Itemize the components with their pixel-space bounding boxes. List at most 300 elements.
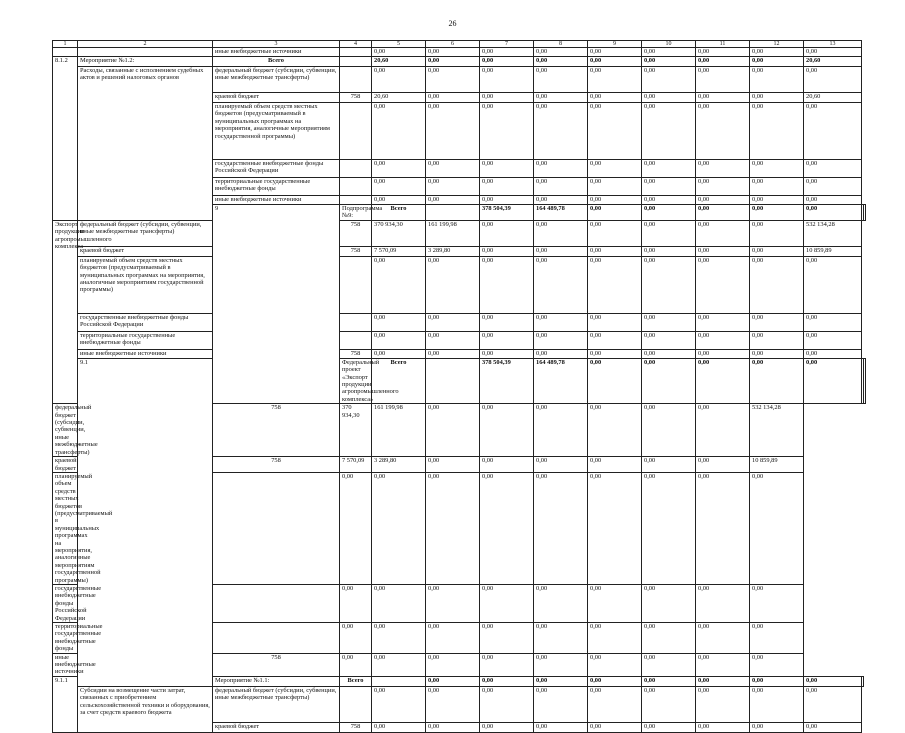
amount-cell: 370 934,30 <box>340 404 372 457</box>
amount-cell: 0,00 <box>534 93 588 103</box>
column-header-12: 12 <box>750 41 804 48</box>
amount-cell: 0,00 <box>426 472 480 584</box>
amount-cell: 0,00 <box>696 349 750 358</box>
amount-cell: 0,00 <box>696 48 750 57</box>
amount-cell: 20,60 <box>372 93 426 103</box>
funding-source: федеральный бюджет (субсидии, субвенции, иные межбюджетные трансферты) <box>53 404 78 457</box>
amount-cell: 0,00 <box>480 653 534 676</box>
page-number: 26 <box>448 19 457 28</box>
amount-cell: 0,00 <box>534 457 588 473</box>
amount-cell: 0,00 <box>588 676 642 686</box>
amount-cell: 0,00 <box>750 205 804 221</box>
amount-cell: 378 504,39 <box>480 358 534 403</box>
amount-cell: 0,00 <box>588 722 642 732</box>
funding-source: федеральный бюджет (субсидии, субвенции, иные межбюджетные трансферты) <box>78 220 213 246</box>
funding-source: краевой бюджет <box>213 93 340 103</box>
amount-cell: 0,00 <box>534 67 588 93</box>
funding-source: государственные внебюджетные фонды Российской Федерации <box>53 585 78 623</box>
amount-cell: 0,00 <box>588 686 642 722</box>
amount-cell: 0,00 <box>426 256 480 313</box>
amount-cell: 0,00 <box>372 623 426 654</box>
table-row <box>53 349 866 358</box>
amount-cell: 0,00 <box>426 48 480 57</box>
column-header-9: 9 <box>588 41 642 48</box>
admin-code <box>340 313 372 331</box>
amount-cell: 0,00 <box>588 196 642 205</box>
amount-cell: 0,00 <box>588 331 642 349</box>
section-total-row <box>53 358 866 403</box>
amount-cell: 0,00 <box>426 160 480 178</box>
admin-code <box>340 160 372 178</box>
column-header-6: 6 <box>426 41 480 48</box>
amount-cell: 0,00 <box>750 722 804 732</box>
column-header-11: 11 <box>696 41 750 48</box>
amount-cell: 3 289,80 <box>426 246 480 256</box>
amount-cell: 7 570,09 <box>372 246 426 256</box>
amount-cell: 0,00 <box>804 358 862 403</box>
item-code: 9 <box>213 205 340 404</box>
amount-cell: 0,00 <box>426 722 480 732</box>
amount-cell: 0,00 <box>426 331 480 349</box>
column-header-3: 3 <box>213 41 340 48</box>
amount-cell: 0,00 <box>696 220 750 246</box>
item-code: 9.1.1 <box>53 676 78 732</box>
amount-cell: 0,00 <box>534 103 588 160</box>
amount-cell: 0,00 <box>534 256 588 313</box>
funding-source: территориальные государственные внебюджетные фонды <box>78 331 213 349</box>
amount-cell: 0,00 <box>642 686 696 722</box>
amount-cell: 0,00 <box>750 48 804 57</box>
amount-cell: 0,00 <box>642 246 696 256</box>
amount-cell: 0,00 <box>750 220 804 246</box>
admin-code <box>372 676 426 686</box>
admin-code <box>340 256 372 313</box>
amount-cell: 0,00 <box>642 313 696 331</box>
amount-cell: 0,00 <box>588 178 642 196</box>
amount-cell: 0,00 <box>588 220 642 246</box>
amount-cell: 0,00 <box>696 331 750 349</box>
admin-code <box>426 205 480 221</box>
amount-cell: 0,00 <box>534 585 588 623</box>
amount-cell: 0,00 <box>696 196 750 205</box>
admin-code <box>340 48 372 57</box>
column-header-7: 7 <box>480 41 534 48</box>
admin-code <box>426 358 480 403</box>
amount-cell: 0,00 <box>372 331 426 349</box>
amount-cell: 0,00 <box>340 585 372 623</box>
amount-cell: 0,00 <box>588 246 642 256</box>
admin-code: 758 <box>213 457 340 473</box>
amount-cell: 0,00 <box>372 178 426 196</box>
amount-cell: 0,00 <box>480 178 534 196</box>
amount-cell: 0,00 <box>642 358 696 403</box>
item-description: Субсидии на возмещение части затрат, связанных с приобретением сельскохозяйственной техники и оборудования, за счет средств краевого бюджета <box>78 686 213 732</box>
admin-code: 758 <box>213 404 340 457</box>
amount-cell: 0,00 <box>696 178 750 196</box>
amount-cell: 0,00 <box>426 686 480 722</box>
amount-cell: 0,00 <box>340 653 372 676</box>
amount-cell <box>864 358 866 403</box>
amount-cell: 0,00 <box>534 196 588 205</box>
amount-cell: 0,00 <box>696 686 750 722</box>
amount-cell: 0,00 <box>696 57 750 67</box>
amount-cell <box>864 205 866 221</box>
amount-cell: 0,00 <box>750 57 804 67</box>
admin-code <box>340 178 372 196</box>
funding-source: краевой бюджет <box>78 246 213 256</box>
admin-code: 758 <box>340 722 372 732</box>
amount-cell: 0,00 <box>804 256 862 313</box>
amount-cell: 0,00 <box>480 57 534 67</box>
amount-cell: 0,00 <box>804 67 862 93</box>
amount-cell: 20,60 <box>804 57 862 67</box>
amount-cell: 0,00 <box>750 67 804 93</box>
amount-cell: 0,00 <box>588 358 642 403</box>
amount-cell: 0,00 <box>480 160 534 178</box>
amount-cell: 0,00 <box>372 722 426 732</box>
admin-code <box>340 67 372 93</box>
amount-cell: 0,00 <box>480 103 534 160</box>
amount-cell: 0,00 <box>804 205 862 221</box>
item-title: Подпрограмма №9: <box>340 205 372 221</box>
amount-cell: 0,00 <box>480 220 534 246</box>
amount-cell: 0,00 <box>750 178 804 196</box>
amount-cell: 0,00 <box>588 472 642 584</box>
item-title: Федеральный проект «Экспорт продукции агропромышленного комплекса» <box>340 358 372 403</box>
amount-cell: 0,00 <box>534 313 588 331</box>
table-row <box>53 67 866 93</box>
amount-cell: 0,00 <box>534 676 588 686</box>
amount-cell: 0,00 <box>372 160 426 178</box>
amount-cell: 0,00 <box>750 653 804 676</box>
amount-cell: 0,00 <box>534 246 588 256</box>
total-label: Всего <box>372 205 426 221</box>
column-header-5: 5 <box>372 41 426 48</box>
amount-cell: 0,00 <box>588 404 642 457</box>
amount-cell: 0,00 <box>750 196 804 205</box>
admin-code: 758 <box>340 93 372 103</box>
amount-cell: 0,00 <box>642 623 696 654</box>
amount-cell: 20,60 <box>372 57 426 67</box>
amount-cell: 10 859,89 <box>804 246 862 256</box>
section-total-row <box>53 57 866 67</box>
amount-cell: 0,00 <box>426 623 480 654</box>
amount-cell: 0,00 <box>642 585 696 623</box>
amount-cell: 0,00 <box>588 349 642 358</box>
amount-cell: 0,00 <box>534 623 588 654</box>
amount-cell: 0,00 <box>340 623 372 654</box>
amount-cell: 0,00 <box>750 349 804 358</box>
admin-code <box>213 472 340 584</box>
amount-cell: 0,00 <box>372 196 426 205</box>
funding-source: иные внебюджетные источники <box>213 196 340 205</box>
amount-cell: 0,00 <box>372 686 426 722</box>
amount-cell: 0,00 <box>642 220 696 246</box>
amount-cell: 0,00 <box>642 653 696 676</box>
funding-source: иные внебюджетные источники <box>53 653 78 676</box>
amount-cell: 0,00 <box>750 623 804 654</box>
amount-cell: 0,00 <box>642 160 696 178</box>
amount-cell: 0,00 <box>642 676 696 686</box>
amount-cell: 0,00 <box>534 653 588 676</box>
amount-cell: 0,00 <box>750 358 804 403</box>
table-row <box>53 331 866 349</box>
amount-cell: 0,00 <box>696 313 750 331</box>
amount-cell: 0,00 <box>534 220 588 246</box>
funding-source: планируемый объем средств местных бюджетов (предусматриваемый в муниципальных программах на мероприятия, аналогичные мероприятиям государственной программы) <box>213 103 340 160</box>
amount-cell: 0,00 <box>426 178 480 196</box>
description-cell <box>78 48 213 57</box>
amount-cell: 532 134,28 <box>804 220 862 246</box>
amount-cell: 0,00 <box>372 313 426 331</box>
amount-cell: 0,00 <box>372 103 426 160</box>
item-title: Мероприятие №1.1: <box>213 676 340 686</box>
amount-cell: 0,00 <box>426 676 480 686</box>
amount-cell: 161 199,98 <box>426 220 480 246</box>
amount-cell: 0,00 <box>696 67 750 93</box>
amount-cell: 0,00 <box>642 93 696 103</box>
amount-cell: 0,00 <box>480 349 534 358</box>
amount-cell: 0,00 <box>642 196 696 205</box>
amount-cell: 0,00 <box>480 686 534 722</box>
amount-cell: 0,00 <box>750 103 804 160</box>
amount-cell: 0,00 <box>804 722 862 732</box>
amount-cell: 0,00 <box>588 57 642 67</box>
table-row <box>53 686 866 722</box>
amount-cell: 7 570,09 <box>340 457 372 473</box>
column-header-8: 8 <box>534 41 588 48</box>
amount-cell: 0,00 <box>426 404 480 457</box>
amount-cell: 0,00 <box>804 686 862 722</box>
admin-code <box>340 686 372 722</box>
total-label: Всего <box>213 57 340 67</box>
funding-source: краевой бюджет <box>53 457 78 473</box>
amount-cell: 0,00 <box>696 103 750 160</box>
amount-cell: 0,00 <box>534 178 588 196</box>
amount-cell: 0,00 <box>534 160 588 178</box>
admin-code <box>340 57 372 67</box>
amount-cell: 0,00 <box>696 623 750 654</box>
amount-cell: 0,00 <box>696 585 750 623</box>
amount-cell: 0,00 <box>480 623 534 654</box>
amount-cell: 0,00 <box>534 48 588 57</box>
amount-cell: 0,00 <box>642 349 696 358</box>
amount-cell: 0,00 <box>750 256 804 313</box>
funding-source: территориальные государственные внебюджетные фонды <box>53 623 78 654</box>
amount-cell: 0,00 <box>804 103 862 160</box>
amount-cell: 0,00 <box>426 196 480 205</box>
amount-cell: 0,00 <box>426 349 480 358</box>
amount-cell: 0,00 <box>642 178 696 196</box>
amount-cell: 0,00 <box>480 676 534 686</box>
amount-cell: 0,00 <box>372 349 426 358</box>
amount-cell: 0,00 <box>372 67 426 93</box>
amount-cell: 0,00 <box>696 404 750 457</box>
amount-cell: 0,00 <box>642 103 696 160</box>
admin-code <box>340 196 372 205</box>
amount-cell: 0,00 <box>696 472 750 584</box>
amount-cell: 164 489,78 <box>534 205 588 221</box>
funding-source: государственные внебюджетные фонды Российской Федерации <box>78 313 213 331</box>
amount-cell: 0,00 <box>642 457 696 473</box>
column-header-4: 4 <box>340 41 372 48</box>
amount-cell: 0,00 <box>696 160 750 178</box>
amount-cell: 0,00 <box>588 48 642 57</box>
amount-cell: 0,00 <box>642 331 696 349</box>
funding-source: федеральный бюджет (субсидии, субвенции, иные межбюджетные трансферты) <box>213 686 340 722</box>
amount-cell: 0,00 <box>588 623 642 654</box>
column-header-1: 1 <box>53 41 78 48</box>
amount-cell: 0,00 <box>480 457 534 473</box>
amount-cell: 0,00 <box>588 67 642 93</box>
amount-cell: 0,00 <box>588 160 642 178</box>
amount-cell: 0,00 <box>588 313 642 331</box>
amount-cell: 0,00 <box>534 57 588 67</box>
amount-cell: 0,00 <box>534 686 588 722</box>
funding-source: иные внебюджетные источники <box>78 349 213 358</box>
amount-cell: 0,00 <box>426 457 480 473</box>
amount-cell: 0,00 <box>534 472 588 584</box>
amount-cell: 0,00 <box>588 93 642 103</box>
amount-cell: 0,00 <box>480 331 534 349</box>
amount-cell: 0,00 <box>480 196 534 205</box>
amount-cell: 0,00 <box>588 205 642 221</box>
amount-cell: 0,00 <box>750 686 804 722</box>
amount-cell: 0,00 <box>696 722 750 732</box>
amount-cell: 0,00 <box>480 313 534 331</box>
funding-source: иные внебюджетные источники <box>213 48 340 57</box>
amount-cell: 0,00 <box>750 160 804 178</box>
table-row <box>53 220 866 246</box>
amount-cell: 0,00 <box>642 48 696 57</box>
amount-cell: 0,00 <box>696 358 750 403</box>
item-description: Расходы, связанные с исполнением судебных актов и решений налоговых органов <box>78 67 213 221</box>
amount-cell: 0,00 <box>480 67 534 93</box>
amount-cell: 0,00 <box>804 178 862 196</box>
amount-cell: 0,00 <box>480 585 534 623</box>
amount-cell: 0,00 <box>642 205 696 221</box>
amount-cell: 0,00 <box>696 676 750 686</box>
amount-cell: 164 489,78 <box>534 358 588 403</box>
amount-cell <box>862 676 864 686</box>
funding-source: краевой бюджет <box>213 722 340 732</box>
amount-cell: 0,00 <box>426 57 480 67</box>
amount-cell: 0,00 <box>804 196 862 205</box>
amount-cell: 0,00 <box>426 67 480 93</box>
table-row <box>53 313 866 331</box>
amount-cell: 20,60 <box>804 93 862 103</box>
amount-cell: 0,00 <box>750 246 804 256</box>
funding-source: планируемый объем средств местных бюджетов (предусматриваемый в муниципальных программах на мероприятия, аналогичные мероприятиям государственной программы) <box>78 256 213 313</box>
amount-cell: 0,00 <box>372 472 426 584</box>
amount-cell: 0,00 <box>426 103 480 160</box>
amount-cell: 0,00 <box>804 676 862 686</box>
total-label: Всего <box>340 676 372 686</box>
column-header-10: 10 <box>642 41 696 48</box>
admin-code <box>213 623 340 654</box>
amount-cell: 0,00 <box>750 93 804 103</box>
amount-cell: 0,00 <box>426 585 480 623</box>
amount-cell: 0,00 <box>642 404 696 457</box>
amount-cell: 0,00 <box>588 103 642 160</box>
amount-cell: 0,00 <box>480 404 534 457</box>
amount-cell: 378 504,39 <box>480 205 534 221</box>
amount-cell: 0,00 <box>480 722 534 732</box>
funding-source: планируемый объем средств местных бюджетов (предусматриваемый в муниципальных программах на мероприятия, аналогичные мероприятиям государственной программы) <box>53 472 78 584</box>
amount-cell: 0,00 <box>750 313 804 331</box>
amount-cell: 0,00 <box>426 93 480 103</box>
admin-code <box>340 103 372 160</box>
admin-code: 758 <box>340 220 372 246</box>
amount-cell: 370 934,30 <box>372 220 426 246</box>
item-title: Мероприятие №1.2: <box>78 57 213 67</box>
amount-cell: 0,00 <box>750 331 804 349</box>
column-number-row <box>53 41 866 48</box>
amount-cell: 0,00 <box>372 585 426 623</box>
amount-cell: 0,00 <box>588 585 642 623</box>
amount-cell: 0,00 <box>372 653 426 676</box>
amount-cell: 0,00 <box>696 256 750 313</box>
amount-cell: 0,00 <box>696 93 750 103</box>
amount-cell: 0,00 <box>804 313 862 331</box>
amount-cell: 0,00 <box>534 404 588 457</box>
amount-cell: 161 199,98 <box>372 404 426 457</box>
amount-cell: 0,00 <box>750 472 804 584</box>
amount-cell: 0,00 <box>372 256 426 313</box>
column-header-2: 2 <box>78 41 213 48</box>
admin-code <box>340 331 372 349</box>
amount-cell: 0,00 <box>696 653 750 676</box>
amount-cell: 0,00 <box>340 472 372 584</box>
item-description: Экспорт продукции агропромышленного комплекса <box>53 220 78 403</box>
amount-cell: 0,00 <box>372 48 426 57</box>
total-label: Всего <box>372 358 426 403</box>
amount-cell: 0,00 <box>642 57 696 67</box>
amount-cell: 0,00 <box>480 48 534 57</box>
amount-cell: 0,00 <box>804 331 862 349</box>
admin-code: 758 <box>213 653 340 676</box>
amount-cell: 3 289,80 <box>372 457 426 473</box>
amount-cell: 0,00 <box>480 93 534 103</box>
amount-cell: 0,00 <box>480 256 534 313</box>
amount-cell: 0,00 <box>588 653 642 676</box>
amount-cell: 0,00 <box>696 246 750 256</box>
amount-cell: 0,00 <box>642 256 696 313</box>
amount-cell: 0,00 <box>696 457 750 473</box>
funding-source: государственные внебюджетные фонды Российской Федерации <box>213 160 340 178</box>
amount-cell: 0,00 <box>804 48 862 57</box>
amount-cell: 0,00 <box>642 67 696 93</box>
funding-source: территориальные государственные внебюджетные фонды <box>213 178 340 196</box>
amount-cell: 0,00 <box>480 246 534 256</box>
amount-cell: 0,00 <box>426 653 480 676</box>
amount-cell: 0,00 <box>588 457 642 473</box>
item-code: 8.1.2 <box>53 57 78 221</box>
amount-cell: 0,00 <box>804 160 862 178</box>
code-cell <box>53 48 78 57</box>
item-code: 9.1 <box>78 358 213 686</box>
admin-code: 758 <box>340 246 372 256</box>
amount-cell: 0,00 <box>642 472 696 584</box>
table-row <box>53 246 866 256</box>
amount-cell: 0,00 <box>804 349 862 358</box>
amount-cell: 0,00 <box>696 205 750 221</box>
amount-cell: 0,00 <box>534 349 588 358</box>
amount-cell: 0,00 <box>534 722 588 732</box>
amount-cell: 0,00 <box>426 313 480 331</box>
admin-code: 758 <box>340 349 372 358</box>
table-row <box>53 256 866 313</box>
